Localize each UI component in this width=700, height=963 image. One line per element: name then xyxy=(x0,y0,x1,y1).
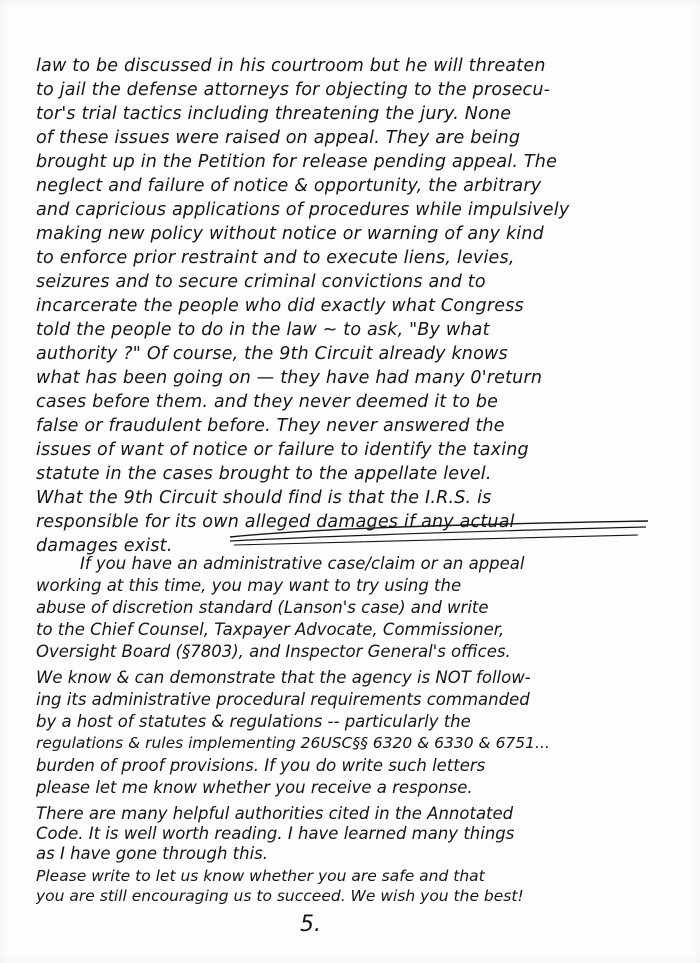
text-line: damages exist. xyxy=(36,536,173,556)
text-line: authority ?" Of course, the 9th Circuit already knows xyxy=(36,344,508,364)
text-line: issues of want of notice or failure to identify the taxing xyxy=(36,440,529,460)
text-line: Please write to let us know whether you are safe and that xyxy=(36,867,485,885)
text-line: Code. It is well worth reading. I have learned many things xyxy=(36,824,515,843)
text-line: please let me know whether you receive a response. xyxy=(36,778,473,797)
text-line: ing its administrative procedural requirements commanded xyxy=(36,690,530,709)
text-line: regulations & rules implementing 26USC§§ 6320 & 6330 & 6751... xyxy=(36,734,550,752)
text-line: We know & can demonstrate that the agency is NOT follow- xyxy=(36,668,531,687)
text-line: you are still encouraging us to succeed. We wish you the best! xyxy=(36,887,524,905)
text-line: statute in the cases brought to the appellate level. xyxy=(36,464,492,484)
text-line: Oversight Board (§7803), and Inspector General's offices. xyxy=(36,642,511,661)
text-line: what has been going on — they have had many 0'return xyxy=(36,368,543,388)
text-line: burden of proof provisions. If you do write such letters xyxy=(36,756,486,775)
page-number: 5. xyxy=(300,912,321,937)
text-line: by a host of statutes & regulations -- particularly the xyxy=(36,712,471,731)
text-line: as I have gone through this. xyxy=(36,844,269,863)
text-line: If you have an administrative case/claim or an appeal xyxy=(80,554,525,573)
text-line: There are many helpful authorities cited in the Annotated xyxy=(36,804,514,823)
text-line: tor's trial tactics including threatening the jury. None xyxy=(36,104,512,124)
text-line: told the people to do in the law ~ to ask, "By what xyxy=(36,320,490,340)
text-line: seizures and to secure criminal convictions and to xyxy=(36,272,486,292)
text-line: neglect and failure of notice & opportunity, the arbitrary xyxy=(36,176,542,196)
text-line: to jail the defense attorneys for objecting to the prosecu- xyxy=(36,80,551,100)
text-line: cases before them. and they never deemed it to be xyxy=(36,392,499,412)
text-line: abuse of discretion standard (Lanson's case) and write xyxy=(36,598,489,617)
text-line: brought up in the Petition for release pending appeal. The xyxy=(36,152,558,172)
text-line: What the 9th Circuit should find is that the I.R.S. is xyxy=(36,488,492,508)
text-line: responsible for its own alleged damages if any actual xyxy=(36,512,515,532)
text-line: incarcerate the people who did exactly what Congress xyxy=(36,296,524,316)
text-line: to the Chief Counsel, Taxpayer Advocate, Commissioner, xyxy=(36,620,505,639)
text-line: making new policy without notice or warning of any kind xyxy=(36,224,544,244)
text-line: of these issues were raised on appeal. They are being xyxy=(36,128,521,148)
text-line: working at this time, you may want to try using the xyxy=(36,576,462,595)
text-line: law to be discussed in his courtroom but he will threaten xyxy=(36,56,546,76)
text-line: and capricious applications of procedures while impulsively xyxy=(36,200,570,220)
text-line: false or fraudulent before. They never answered the xyxy=(36,416,505,436)
flourish-underline-icon xyxy=(228,515,652,547)
text-line: to enforce prior restraint and to execute liens, levies, xyxy=(36,248,515,268)
